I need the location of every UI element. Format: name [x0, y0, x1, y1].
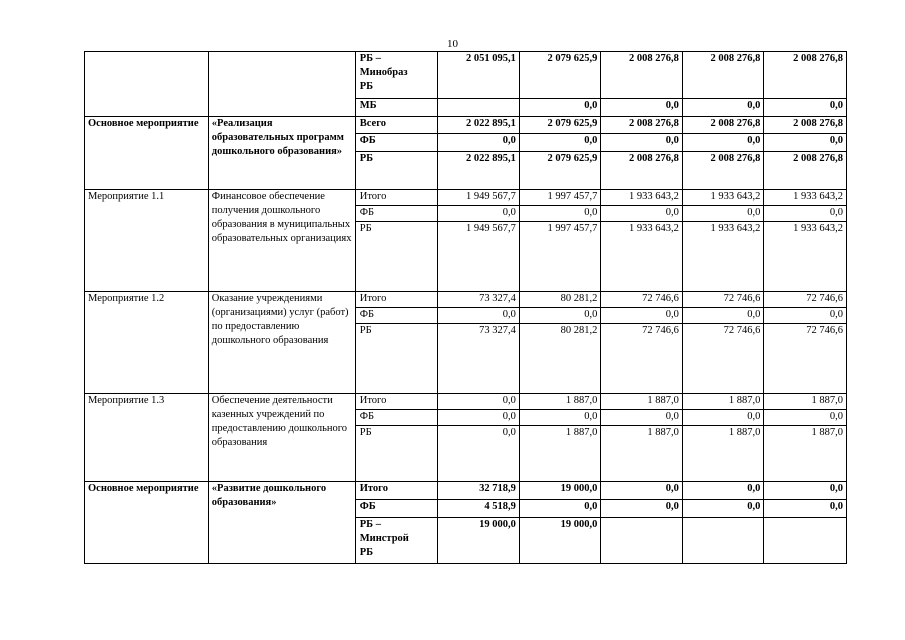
value-cell: 2 022 895,1	[438, 117, 520, 134]
value-cell: 80 281,2	[519, 292, 601, 308]
value-cell: 0,0	[601, 482, 683, 500]
value-cell: 1 887,0	[682, 426, 764, 482]
value-cell: 0,0	[764, 410, 847, 426]
value-cell: 72 746,6	[764, 292, 847, 308]
value-cell: 0,0	[438, 308, 520, 324]
value-cell: 19 000,0	[438, 518, 520, 564]
funding-source: РБ	[355, 222, 438, 292]
value-cell: 2 008 276,8	[682, 52, 764, 99]
value-cell: 2 051 095,1	[438, 52, 520, 99]
value-cell: 0,0	[682, 99, 764, 117]
value-cell: 0,0	[682, 134, 764, 152]
value-cell: 1 887,0	[682, 394, 764, 410]
funding-source: РБ	[355, 324, 438, 394]
value-cell: 2 008 276,8	[764, 152, 847, 190]
value-cell: 0,0	[438, 410, 520, 426]
table-row	[85, 117, 847, 134]
activity-name: «Реализация образовательных программ дошкольного образования»	[208, 117, 355, 190]
activity-label: Основное мероприятие	[85, 482, 209, 564]
funding-source: Итого	[355, 482, 438, 500]
value-cell: 1 997 457,7	[519, 190, 601, 206]
value-cell: 1 887,0	[601, 426, 683, 482]
value-cell: 1 949 567,7	[438, 222, 520, 292]
table-row	[85, 52, 847, 99]
value-cell: 2 008 276,8	[764, 117, 847, 134]
value-cell: 0,0	[438, 134, 520, 152]
value-cell: 1 887,0	[764, 394, 847, 410]
funding-source: Итого	[355, 292, 438, 308]
value-cell: 73 327,4	[438, 292, 520, 308]
value-cell: 0,0	[682, 410, 764, 426]
value-cell	[601, 518, 683, 564]
value-cell: 1 887,0	[519, 394, 601, 410]
funding-source: ФБ	[355, 308, 438, 324]
value-cell: 1 933 643,2	[682, 190, 764, 206]
activity-label: Мероприятие 1.2	[85, 292, 209, 394]
activity-label: Основное мероприятие	[85, 117, 209, 190]
value-cell: 0,0	[519, 99, 601, 117]
value-cell: 0,0	[601, 134, 683, 152]
value-cell: 72 746,6	[682, 292, 764, 308]
funding-source: Всего	[355, 117, 438, 134]
value-cell	[682, 518, 764, 564]
value-cell: 0,0	[519, 134, 601, 152]
activity-label: Мероприятие 1.3	[85, 394, 209, 482]
value-cell: 0,0	[519, 308, 601, 324]
value-cell: 1 997 457,7	[519, 222, 601, 292]
value-cell: 1 887,0	[764, 426, 847, 482]
table-row	[85, 394, 847, 410]
funding-source: РБ – Минобраз РБ	[355, 52, 438, 99]
value-cell: 2 008 276,8	[764, 52, 847, 99]
value-cell: 72 746,6	[601, 324, 683, 394]
value-cell: 0,0	[764, 500, 847, 518]
value-cell: 0,0	[601, 410, 683, 426]
funding-source: РБ	[355, 426, 438, 482]
value-cell: 19 000,0	[519, 518, 601, 564]
value-cell: 2 022 895,1	[438, 152, 520, 190]
value-cell: 1 933 643,2	[764, 190, 847, 206]
table-row	[85, 190, 847, 206]
activity-name: Оказание учреждениями (организациями) услуг (работ) по предоставлению дошкольного образования	[208, 292, 355, 394]
value-cell	[438, 99, 520, 117]
activity-name: Обеспечение деятельности казенных учреждений по предоставлению дошкольного образования	[208, 394, 355, 482]
value-cell: 0,0	[682, 308, 764, 324]
value-cell: 4 518,9	[438, 500, 520, 518]
value-cell: 80 281,2	[519, 324, 601, 394]
value-cell: 0,0	[438, 394, 520, 410]
continued-name-cell	[208, 52, 355, 117]
value-cell: 73 327,4	[438, 324, 520, 394]
value-cell	[764, 518, 847, 564]
value-cell: 0,0	[682, 206, 764, 222]
value-cell: 2 008 276,8	[601, 152, 683, 190]
activity-label: Мероприятие 1.1	[85, 190, 209, 292]
table-row	[85, 482, 847, 500]
value-cell: 0,0	[519, 500, 601, 518]
value-cell: 0,0	[601, 99, 683, 117]
value-cell: 0,0	[764, 482, 847, 500]
funding-source: Итого	[355, 394, 438, 410]
value-cell: 1 933 643,2	[682, 222, 764, 292]
value-cell: 1 933 643,2	[601, 222, 683, 292]
funding-source: РБ – Минстрой РБ	[355, 518, 438, 564]
value-cell: 2 079 625,9	[519, 52, 601, 99]
value-cell: 0,0	[519, 410, 601, 426]
table-row	[85, 292, 847, 308]
value-cell: 72 746,6	[764, 324, 847, 394]
funding-source: ФБ	[355, 410, 438, 426]
value-cell: 1 887,0	[519, 426, 601, 482]
funding-source: ФБ	[355, 500, 438, 518]
activity-name: «Развитие дошкольного образования»	[208, 482, 355, 564]
value-cell: 0,0	[519, 206, 601, 222]
value-cell: 1 933 643,2	[601, 190, 683, 206]
continued-label-cell	[85, 52, 209, 117]
value-cell: 72 746,6	[601, 292, 683, 308]
funding-source: ФБ	[355, 134, 438, 152]
funding-source: ФБ	[355, 206, 438, 222]
value-cell: 2 008 276,8	[682, 152, 764, 190]
value-cell: 32 718,9	[438, 482, 520, 500]
value-cell: 2 008 276,8	[682, 117, 764, 134]
value-cell: 0,0	[438, 426, 520, 482]
value-cell: 1 933 643,2	[764, 222, 847, 292]
value-cell: 0,0	[438, 206, 520, 222]
funding-source: МБ	[355, 99, 438, 117]
funding-source: Итого	[355, 190, 438, 206]
value-cell: 1 887,0	[601, 394, 683, 410]
value-cell: 2 079 625,9	[519, 152, 601, 190]
activity-name: Финансовое обеспечение получения дошкольного образования в муниципальных образовательных организациях	[208, 190, 355, 292]
value-cell: 19 000,0	[519, 482, 601, 500]
value-cell: 0,0	[764, 308, 847, 324]
budget-table	[84, 51, 847, 564]
value-cell: 0,0	[601, 206, 683, 222]
page-number: 10	[447, 38, 458, 50]
value-cell: 1 949 567,7	[438, 190, 520, 206]
value-cell: 0,0	[601, 500, 683, 518]
value-cell: 2 079 625,9	[519, 117, 601, 134]
funding-source: РБ	[355, 152, 438, 190]
value-cell: 0,0	[764, 206, 847, 222]
value-cell: 0,0	[601, 308, 683, 324]
value-cell: 0,0	[682, 500, 764, 518]
value-cell: 0,0	[764, 134, 847, 152]
value-cell: 72 746,6	[682, 324, 764, 394]
value-cell: 0,0	[682, 482, 764, 500]
value-cell: 0,0	[764, 99, 847, 117]
value-cell: 2 008 276,8	[601, 52, 683, 99]
value-cell: 2 008 276,8	[601, 117, 683, 134]
